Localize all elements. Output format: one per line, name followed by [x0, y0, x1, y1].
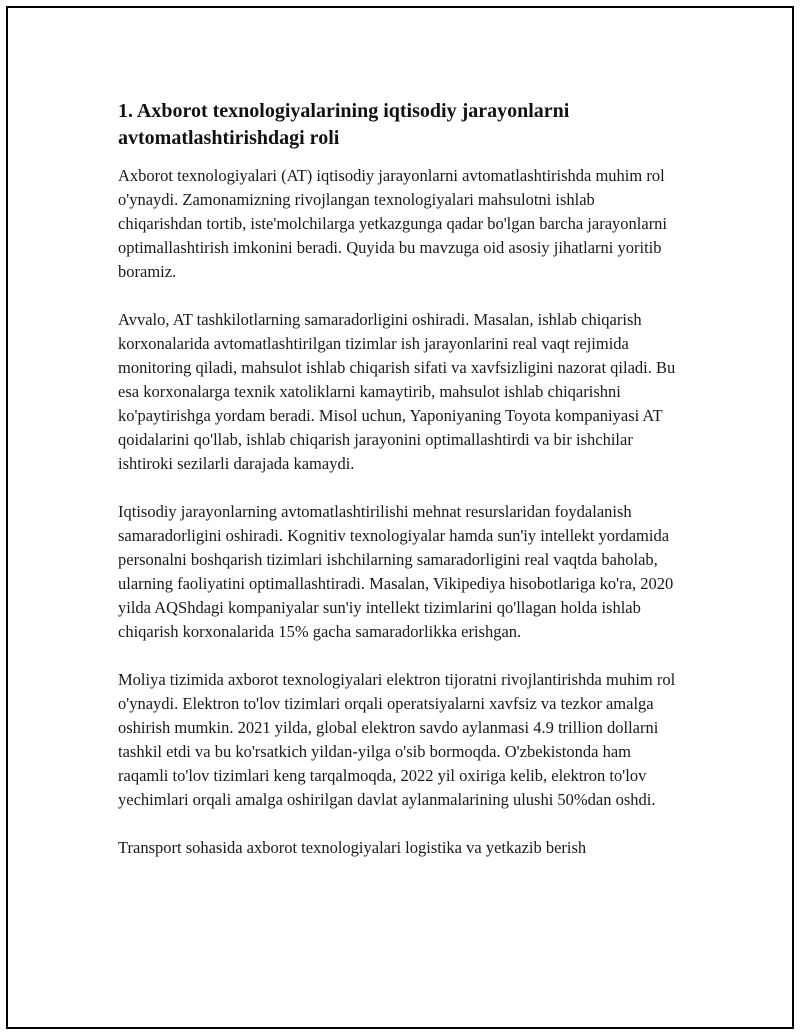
paragraph-4: Moliya tizimida axborot texnologiyalari elektron tijoratni rivojlantirishda muhim rol o'ynaydi. Elektron to'lov tizimlari orqali operatsiyalarni xavfsiz va tezkor amalga oshirish mumkin. 2021 yilda, global elektron savdo aylanmasi 4.9 trillion dollarni tashkil etdi va bu ko'rsatkich yildan-yilga o'sib bormoqda. O'zbekistonda ham raqamli to'lov tizimlari keng tarqalmoqda, 2022 yil oxiriga kelib, elektron to'lov yechimlari orqali amalga oshirilgan davlat aylanmalarining ulushi 50%dan oshdi. — [118, 670, 676, 809]
paragraph-3: Iqtisodiy jarayonlarning avtomatlashtirilishi mehnat resurslaridan foydalanish samaradorligini oshiradi. Kognitiv texnologiyalar hamda sun'iy intellekt yordamida personalni boshqarish tizimlari ishchilarning samaradorligini real vaqtda baholab, ularning faoliyatini optimallashtiradi. Masalan, Vikipediya hisobotlariga ko'ra, 2020 yilda AQShdagi kompaniyalar sun'iy intellekt tizimlarini qo'llagan holda ishlab chiqarish korxonalarida 15% gacha samaradorlikka erishgan. — [118, 502, 674, 641]
document-page — [6, 6, 794, 1029]
paragraph-5: Transport sohasida axborot texnologiyalari logistika va yetkazib berish — [118, 838, 587, 857]
paragraph-2: Avvalo, AT tashkilotlarning samaradorligini oshiradi. Masalan, ishlab chiqarish korxonalarida avtomatlashtirilgan tizimlar ish jarayonlarini real vaqt rejimida monitoring qiladi, mahsulot ishlab chiqarish sifati va xavfsizligini nazorat qiladi. Bu esa korxonalarga texnik xatoliklarni kamaytirib, mahsulot ishlab chiqarishni ko'paytirishga yordam beradi. Misol uchun, Yaponiyaning Toyota kompaniyasi AT qoidalarini qo'llab, ishlab chiqarish jarayonini optimallashtirdi va bir ishchilar ishtiroki sezilarli darajada kamaydi. — [118, 310, 676, 473]
section-heading: 1. Axborot texnologiyalarining iqtisodiy jarayonlarni avtomatlashtirishdagi roli — [118, 100, 570, 149]
paragraph-1: Axborot texnologiyalari (AT) iqtisodiy jarayonlarni avtomatlashtirishda muhim rol o'ynaydi. Zamonamizning rivojlangan texnologiyalari mahsulotni ishlab chiqarishdan tortib, iste'molchilarga yetkazgunga qadar bo'lgan barcha jarayonlarni optimallashtirish imkonini beradi. Quyida bu mavzuga oid asosiy jihatlarni yoritib boramiz. — [118, 166, 668, 281]
document-body — [118, 98, 678, 884]
